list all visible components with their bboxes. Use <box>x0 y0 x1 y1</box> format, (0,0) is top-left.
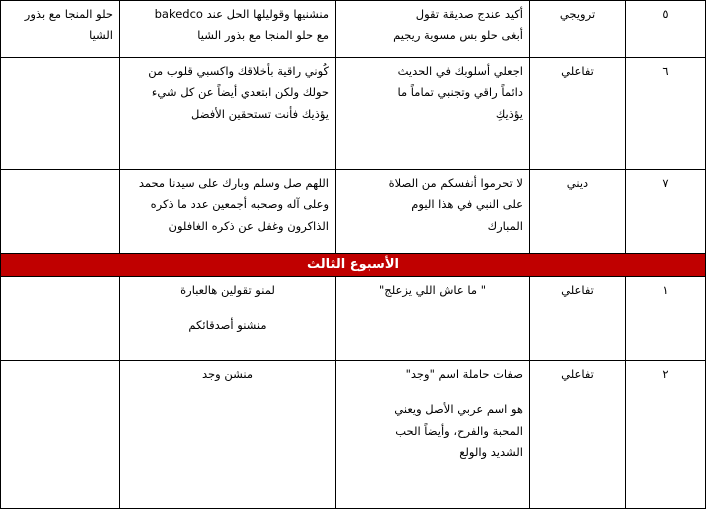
post-text: صفات حاملة اسم "وجد" هو اسم عربي الأصل ويعني المحبة والفرح، وأيضاً الحب الشديد والولع <box>336 361 530 509</box>
answer-text: منشن وجد <box>120 361 336 509</box>
table-row <box>1 277 706 361</box>
table-row <box>1 58 706 170</box>
week-header-row <box>1 254 706 277</box>
extra-text <box>1 58 120 170</box>
post-type: ترويجي <box>530 1 626 58</box>
answer-text: منشنيها وقوليلها الحل عند bakedco مع حلو المنجا مع بذور الشيا <box>120 1 336 58</box>
post-type: تفاعلي <box>530 277 626 361</box>
answer-text: كُوني راقية بأخلاقك واكسبي قلوب من حولك ولكن ابتعدي أيضاً عن كل شيء يؤذيك فأنت تستحقين الأفضل <box>120 58 336 170</box>
post-text: لا تحرموا أنفسكم من الصلاة على النبي في هذا اليوم المبارك <box>336 170 530 254</box>
extra-text: حلو المنجا مع بذور الشيا <box>1 1 120 58</box>
extra-text <box>1 277 120 361</box>
post-text: أكيد عندج صديقة تقول أبغى حلو بس مسوية ريجيم <box>336 1 530 58</box>
table-row <box>1 170 706 254</box>
row-number: ٦ <box>626 58 706 170</box>
table-row <box>1 1 706 58</box>
post-type: تفاعلي <box>530 361 626 509</box>
row-number: ٢ <box>626 361 706 509</box>
post-text: " ما عاش اللي يزعلج" <box>336 277 530 361</box>
table-row <box>1 361 706 509</box>
row-number: ٧ <box>626 170 706 254</box>
answer-text: لمنو تقولين هالعبارة منشنو أصدقائكم <box>120 277 336 361</box>
extra-text <box>1 361 120 509</box>
row-number: ١ <box>626 277 706 361</box>
answer-text: اللهم صل وسلم وبارك على سيدنا محمد وعلى آله وصحبه أجمعين عدد ما ذكره الذاكرون وغفل عن ذكره الغافلون <box>120 170 336 254</box>
week-header: الأسبوع الثالث <box>1 254 706 277</box>
extra-text <box>1 170 120 254</box>
post-type: ديني <box>530 170 626 254</box>
row-number: ٥ <box>626 1 706 58</box>
post-text: اجعلي أسلوبك في الحديث دائماً راقي وتجنبي تماماً ما يؤذيكِ <box>336 58 530 170</box>
post-type: تفاعلي <box>530 58 626 170</box>
